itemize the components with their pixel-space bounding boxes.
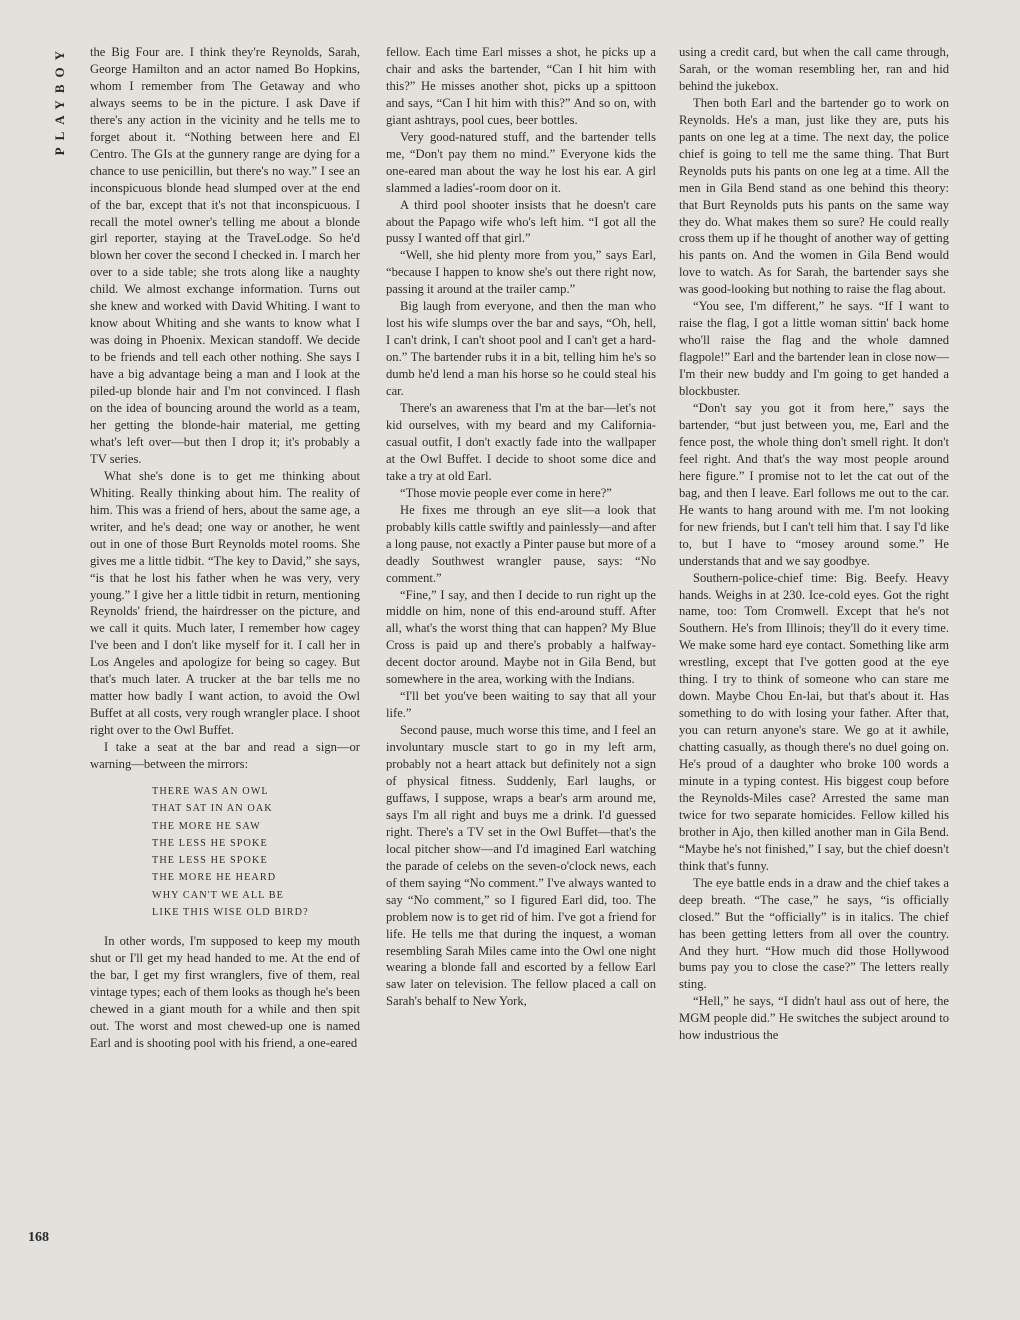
paragraph: the Big Four are. I think they're Reynolds, Sarah, George Hamilton and an actor named Bo Hopkins, whom I remember from The Getaway and who always seems to be in the picture. I ask Dave if there's any action in the vicinity and he tells me to forget about it. “Nothing between here and El Centro. The GIs at the gunnery range are dying for a chance to use penicillin, but there's no way.” I see an inconspicuous blonde head slumped over at the end of the bar, except that it's not that inconspicuous. I recall the motel owner's telling me about a blonde girl reporter, staying at the TraveLodge. So he'd blown her cover the second I checked in. I march her over to a side table; she trots along like a naughty child. We almost exchange information. Turns out she knew and worked with David Whiting. I want to know about Whiting and she wants to know what I was doing in Phoenix. Mexican standoff. We decide to be friends and tell each other nothing. She says I have a big advantage being a man and I look at the piled-up blonde hair and I'm not convinced. I flash on the idea of bouncing around the world as a team, her getting the blonde-hair material, me getting what's left over—but then I drop it; it's probably a TV series. (90, 45, 360, 466)
paragraph: Southern-police-chief time: Big. Beefy. Heavy hands. Weighs in at 230. Ice-cold eyes. Got the right name, too: Tom Cromwell. Except that he's not Southern. He's from Illinois; they'll do it every time. We make some hard eye contact. Something like arm wrestling, except that I've gotten good at the eye thing. I try to think of someone who can stare me down. Maybe Chou En-lai, but that's about it. Has something to do with losing your father. After that, you can return anyone's stare. We go at it awhile, chatting casually, as though there's no duel going on. He's proud of a daughter who broke 100 words a minute in a typing contest. His biggest coup before the Reynolds-Miles case? Arrested the same man twice for two separate homicides. Fellow killed his brother in Ajo, then killed another man in Gila Bend. “Maybe he's not finished,” I say, but the chief doesn't think that's funny. (679, 570, 949, 873)
paragraph: “Well, she hid plenty more from you,” says Earl, “because I happen to know she's out there right now, passing it around at the trailer camp.” (386, 248, 656, 297)
paragraph: There's an awareness that I'm at the bar—let's not kid ourselves, with my beard and my California-casual outfit, I don't exactly fade into the wallpaper at the Owl Buffet. I decide to shoot some dice and take a try at old Earl. (386, 401, 656, 483)
paragraph: Second pause, much worse this time, and I feel an involuntary muscle start to go in my left arm, probably not a heart attack but definitely not a sign of physical fitness. Suddenly, Earl laughs, or guffaws, I suppose, wraps a bear's arm around me, says I'm all right and buys me a drink. I'd guessed right. There's a TV set in the Owl Buffet—that's the local pitcher show—and I'd imagined Earl watching the parade of celebs on the seven-o'clock news, each of them saying “No comment.” I've always wanted to say “No comment,” so I figured Earl did, too. The problem now is to get rid of him. I've got a friend for life. He tells me that during the inquest, a woman resembling Sarah Miles came into the Owl one night wearing a blonde fall and escorted by a fellow Earl saw later on television. The fellow placed a call on Sarah's behalf to New York, (386, 723, 656, 1009)
paragraph: I take a seat at the bar and read a sign—or warning—between the mirrors: (90, 740, 360, 772)
paragraph: “I'll bet you've been waiting to say that all your life.” (386, 689, 656, 721)
poem-line: THE MORE HE HEARD (152, 872, 277, 884)
paragraph: “Hell,” he says, “I didn't haul ass out of here, the MGM people did.” He switches the subject around to how industrious the (679, 994, 949, 1043)
paragraph: “You see, I'm different,” he says. “If I want to raise the flag, I got a little woman sittin' back home who'll raise the flag and the whole damned flagpole!” Earl and the bartender lean in close now—I'm their new buddy and I'm going to get handed a blockbuster. (679, 299, 949, 399)
paragraph: “Fine,” I say, and then I decide to run right up the middle on him, none of this end-around stuff. After all, what's the worst thing that can happen? My Blue Cross is paid up and there's probably a halfway-decent doctor around. Maybe not in Gila Bend, but somewhere in the area, working with the Indians. (386, 587, 656, 687)
paragraph: using a credit card, but when the call came through, Sarah, or the woman resembling her, ran and hid behind the jukebox. (679, 45, 949, 93)
poem-line: THE LESS HE SPOKE (152, 837, 268, 849)
paragraph: Very good-natured stuff, and the bartender tells me, “Don't pay them no mind.” Everyone kids the one-eared man about the way he lost his ear. A girl slammed a ladies'-room door on it. (386, 129, 656, 195)
paragraph: What she's done is to get me thinking about Whiting. Really thinking about him. The reality of him. This was a friend of hers, about the same age, a writer, and he's dead; one way or another, he went out in one of those Burt Reynolds motel rooms. She gives me a little tidbit. “The key to David,” she says, “is that he lost his father when he was very, very young.” I give her a little tidbit in return, mentioning Reynolds' friend, the hairdresser on the picture, and we call it quits. Much later, I remember how cagey I've been and I don't like myself for it. I call her in Los Angeles and apologize for being so cagey. But that's much later. A trucker at the bar tells me no matter how badly I want action, to avoid the Owl Buffet at all costs, very rough wrangler place. I shoot right over to the Owl Buffet. (90, 468, 360, 738)
poem-line: LIKE THIS WISE OLD BIRD? (152, 907, 309, 919)
column-2 (386, 44, 656, 1010)
paragraph: In other words, I'm supposed to keep my mouth shut or I'll get my head handed to me. At the end of the bar, I get my first wranglers, five of them, real vintage types; each of them looks as though he's been chewed in a giant mouth for a while and then spit out. The worst and most chewed-up one is named Earl and is shooting pool with his friend, a one-eared (90, 934, 360, 1051)
poem-line: THERE WAS AN OWL (152, 785, 269, 797)
poem-line: THAT SAT IN AN OAK (152, 803, 273, 815)
poem-line: THE LESS HE SPOKE (152, 855, 268, 867)
poem-line: THE MORE HE SAW (152, 820, 261, 832)
paragraph: “Don't say you got it from here,” says the bartender, “but just between you, me, Earl and the fence post, the whole thing don't smell right. It don't feel right. And that's the way most people around here figure.” I promise not to let the cat out of the bag, and then I leave. Earl follows me out to the car. He wants to hang around with me. I'm not looking for new friends, but I can't tell him that. I say I'd like to, but I have to “mosey around some.” He understands that and we say goodbye. (679, 401, 949, 568)
paragraph: A third pool shooter insists that he doesn't care about the Papago wife who's left him. “I got all the pussy I wanted off that girl.” (386, 197, 656, 246)
poem-line: WHY CAN'T WE ALL BE (152, 889, 284, 901)
paragraph: He fixes me through an eye slit—a look that probably kills cattle swiftly and painlessly—and after a long pause, not exactly a Pinter pause but more of a deadly Southwest wrangler pause, says: “No comment.” (386, 502, 656, 585)
paragraph: fellow. Each time Earl misses a shot, he picks up a chair and asks the bartender, “Can I hit him with this?” He misses another shot, picks up a spittoon and says, “Can I hit him with this?” And so on, with giant ashtrays, pool cues, beer bottles. (386, 45, 656, 127)
owl-poem (152, 783, 360, 921)
paragraph: Then both Earl and the bartender go to work on Reynolds. He's a man, just like they are, puts his pants on one leg at a time. The next day, the police chief is going to tell me the same thing. That Burt Reynolds puts his pants on one leg at a time. All the men in Gila Bend stand as one behind this theory: that Burt Reynolds puts his pants on the same way they do. What makes them so sure? He could really cross them up if he thought of another way of getting his pants on. And the women in Gila Bend would love to watch. As for Sarah, the bartender says she was good-looking but nothing to raise the flag about. (679, 95, 949, 297)
column-1 (90, 44, 360, 1052)
paragraph: Big laugh from everyone, and then the man who lost his wife slumps over the bar and says, “Oh, hell, I can't drink, I can't shoot pool and I can't get a hard-on.” The bartender rubs it in a bit, telling him he's so dumb he'd lend a man his horse so he could steal his car. (386, 299, 656, 399)
column-3 (679, 44, 949, 1044)
page-number: 168 (28, 1230, 49, 1245)
paragraph: “Those movie people ever come in here?” (400, 485, 612, 500)
magazine-masthead: PLAYBOY (52, 44, 67, 156)
paragraph: The eye battle ends in a draw and the chief takes a deep breath. “The case,” he says, “is officially closed.” But the “officially” is in italics. The chief has been getting letters from all over the country. And they hurt. “How much did those Hollywood bums pay you to close the case?” The letters really sting. (679, 875, 949, 992)
